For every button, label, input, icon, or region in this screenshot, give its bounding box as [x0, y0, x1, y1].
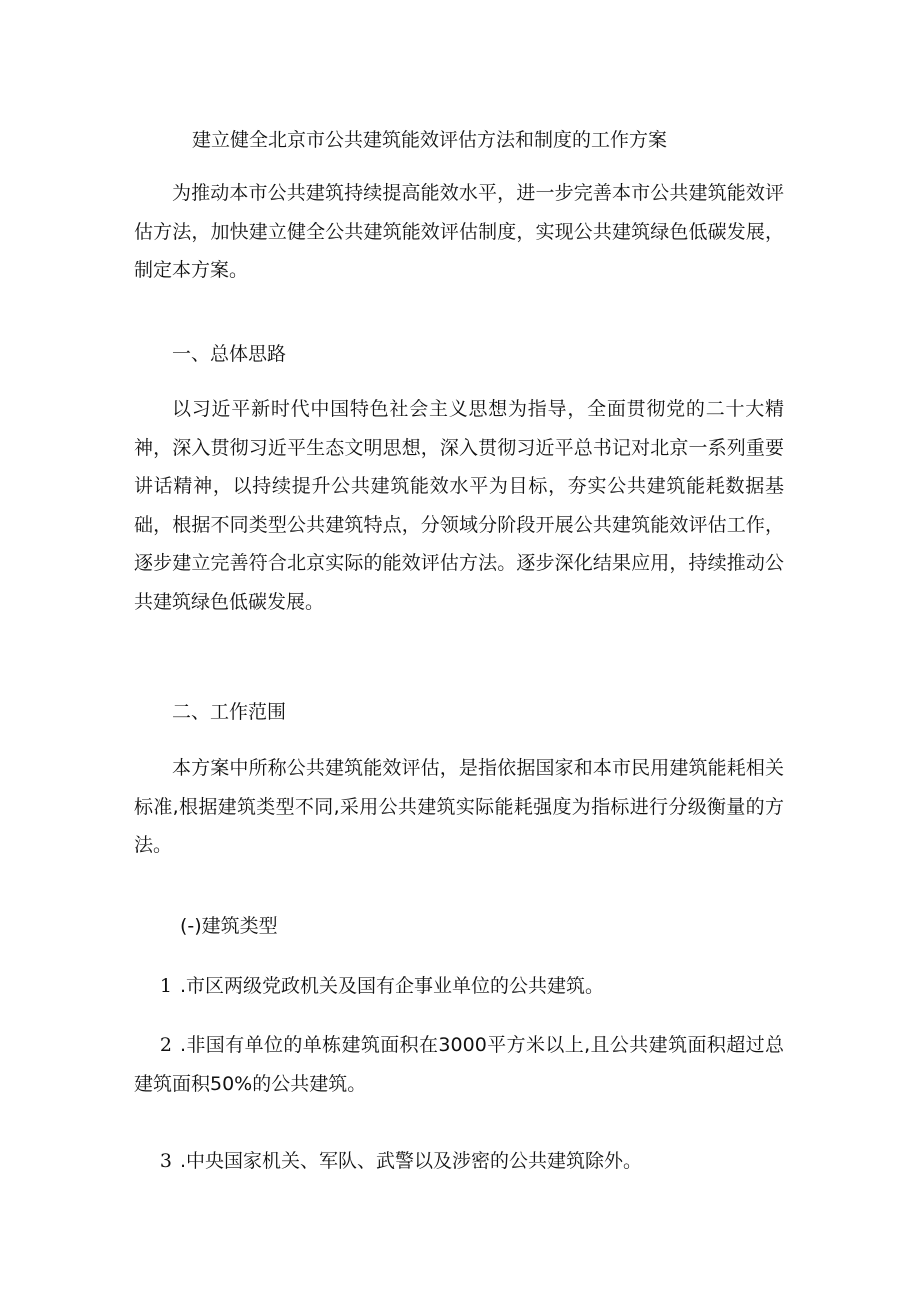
- section-1-heading: 一、总体思路: [172, 343, 287, 365]
- list-item-number: 1: [159, 975, 172, 997]
- list-item-text: .中央国家机关、军队、武警以及涉密的公共建筑除外。: [180, 1150, 643, 1172]
- section-1-body: 以习近平新时代中国特色社会主义思想为指导，全面贯彻党的二十大精神，深入贯彻习近平生态文明思想，深入贯彻习近平总书记对北京一系列重要讲话精神，以持续提升公共建筑能效水平为目标，夯实公共建筑能耗数据基础，根据不同类型公共建筑特点，分领域分阶段开展公共建筑能效评估工作，逐步建立完善符合北京实际的能效评估方法。逐步深化结果应用，持续推动公共建筑绿色低碳发展。: [134, 398, 784, 613]
- building-type-subheading: (-)建筑类型: [180, 915, 278, 937]
- list-item: [134, 1142, 784, 1181]
- list-item-text: .市区两级党政机关及国有企事业单位的公共建筑。: [180, 975, 605, 997]
- section-2-heading: 二、工作范围: [172, 701, 287, 723]
- intro-paragraph: 为推动本市公共建筑持续提高能效水平，进一步完善本市公共建筑能效评估方法，加快建立健全公共建筑能效评估制度，实现公共建筑绿色低碳发展，制定本方案。: [134, 182, 784, 281]
- list-item: [134, 1026, 784, 1103]
- list-item-text: .非国有单位的单栋建筑面积在3000平方米以上,且公共建筑面积超过总建筑面积50%的公共建筑。: [134, 1034, 784, 1095]
- list-item-number: 3: [159, 1150, 172, 1172]
- list-item-number: 2: [159, 1034, 172, 1056]
- list-item: [134, 967, 784, 1006]
- section-2-body: 本方案中所称公共建筑能效评估，是指依据国家和本市民用建筑能耗相关标准,根据建筑类型不同,采用公共建筑实际能耗强度为指标进行分级衡量的方法。: [134, 757, 784, 856]
- document-title: 建立健全北京市公共建筑能效评估方法和制度的工作方案: [192, 129, 668, 151]
